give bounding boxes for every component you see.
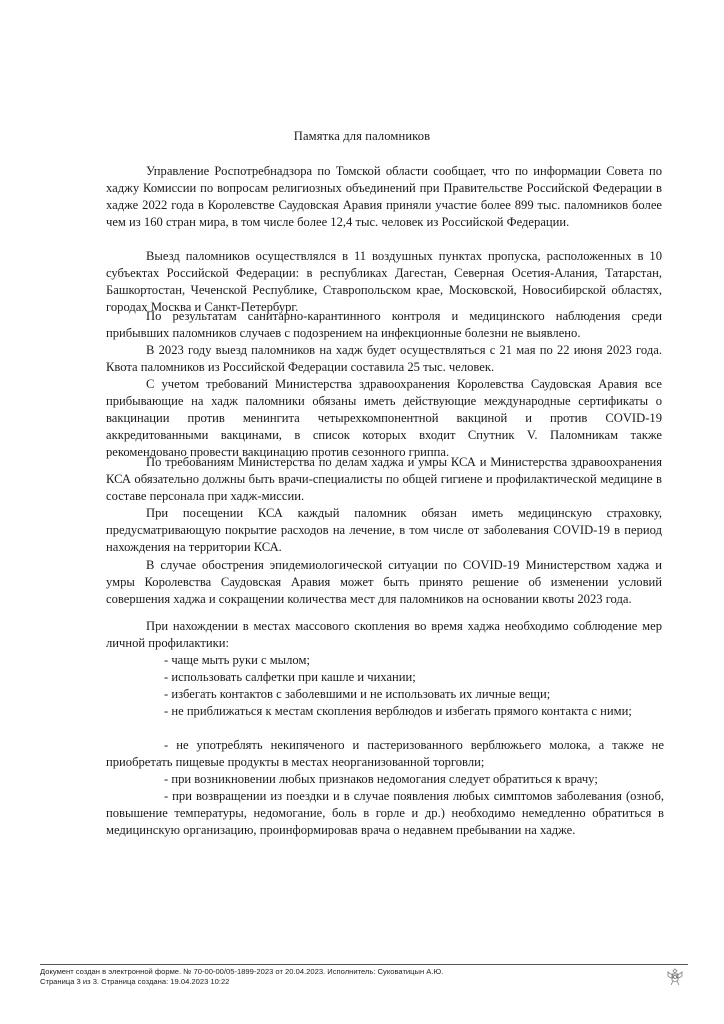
measure-item-2: - использовать салфетки при кашле и чихании; — [164, 670, 416, 684]
footer-divider — [40, 964, 688, 965]
paragraph-insurance: При посещении КСА каждый паломник обязан иметь медицинскую страховку, предусматривающую покрытие расходов на лечение, в том числе от заболевания COVID-19 в период нахождения на территории КСА. — [106, 506, 662, 555]
paragraph-epidemic-situation: В случае обострения эпидемиологической ситуации по COVID-19 Министерством хаджа и умры Королевства Саудовская Аравия может быть принято решение об изменении условий совершения хаджа и сокращении количества мест для паломников на основании квоты 2023 года. — [106, 558, 662, 607]
paragraph-dates-quota: В 2023 году выезд паломников на хадж будет осуществляться с 21 мая по 22 июня 2023 года. Квота паломников из Российской Федерации составила 25 тыс. человек. — [106, 343, 662, 375]
coat-of-arms-icon — [664, 966, 686, 988]
paragraph-prevention-intro: При нахождении в местах массового скопления во время хаджа необходимо соблюдение мер личной профилактики: — [106, 619, 662, 651]
footer-page-info: Страница 3 из 3. Страница создана: 19.04.2023 10:22 — [40, 976, 230, 986]
measure-item-6: - при возникновении любых признаков недомогания следует обратиться к врачу; — [164, 772, 598, 786]
paragraph-medical-staff: По требованиям Министерства по делам хаджа и умры КСА и Министерства здравоохранения КСА обязательно должны быть врачи-специалисты по общей гигиене и профилактической медицине в составе персонала при хадж-миссии. — [106, 455, 662, 504]
measure-item-7: - при возвращении из поездки и в случае появления любых симптомов заболевания (озноб, повышение температуры, недомогание, боль в горле и др.) необходимо немедленно обратиться в медицинскую организацию, проинформировав врача о недавнем пребывании на хадже. — [106, 789, 664, 838]
paragraph-control-results: По результатам санитарно-карантинного контроля и медицинского наблюдения среди прибывших паломников случаев с подозрением на инфекционные болезни не выявлено. — [106, 309, 662, 341]
paragraph-vaccination: С учетом требований Министерства здравоохранения Королевства Саудовская Аравия все прибывающие на хадж паломники обязаны иметь действующие международные сертификаты о вакцинации против менингита четырехкомпонентной вакциной и против COVID-19 аккредитованными вакцинами, в список которых входит Спутник V. Паломникам также рекомендовано провести вакцинацию против сезонного гриппа. — [106, 377, 662, 460]
paragraph-intro: Управление Роспотребнадзора по Томской области сообщает, что по информации Совета по хаджу Комиссии по вопросам религиозных объединений при Правительстве Российской Федерации в хадже 2022 года в Королевстве Саудовская Аравия приняли участие более 899 тыс. паломников более чем из 160 стран мира, в том числе более 12,4 тыс. человек из Российской Федерации. — [106, 164, 662, 230]
measure-item-4: - не приближаться к местам скопления верблюдов и избегать прямого контакта с ними; — [164, 704, 632, 718]
paragraph-departure-points: Выезд паломников осуществлялся в 11 воздушных пунктах пропуска, расположенных в 10 субъектах Российской Федерации: в республиках Дагестан, Северная Осетия-Алания, Татарстан, Башкортостан, Чеченской Республике, Ставропольском крае, Московской, Новосибирской областях, городах Москва и Санкт-Петербург. — [106, 249, 662, 315]
document-title: Памятка для паломников — [293, 129, 431, 143]
measure-item-1: - чаще мыть руки с мылом; — [164, 653, 310, 667]
measure-item-3: - избегать контактов с заболевшими и не использовать их личные вещи; — [164, 687, 551, 701]
measure-item-5: - не употреблять некипяченого и пастеризованного верблюжьего молока, а также не приобретать пищевые продукты в местах неорганизованной торговли; — [106, 738, 664, 770]
footer — [40, 967, 660, 986]
footer-document-info: Документ создан в электронной форме. № 70-00-00/05-1899-2023 от 20.04.2023. Исполнитель: Суковатицын А.Ю. — [40, 967, 444, 976]
